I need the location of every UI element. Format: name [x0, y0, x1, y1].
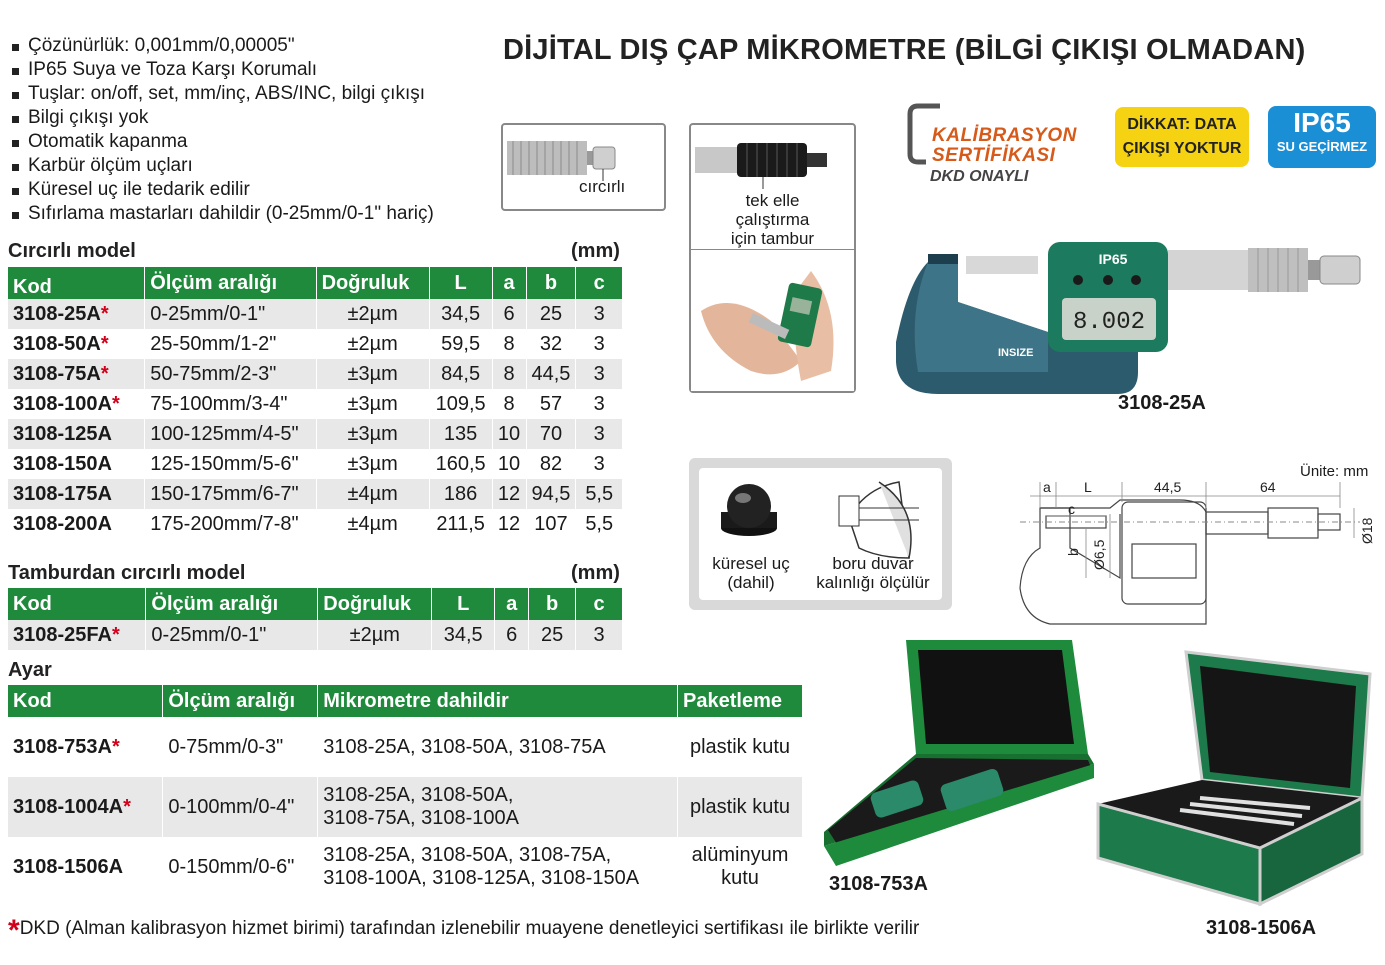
- col-header: b: [526, 267, 576, 299]
- accuracy-cell: ±2µm: [316, 329, 429, 359]
- c-cell: 3: [576, 299, 623, 329]
- table-row: [8, 777, 803, 837]
- code-cell: 3108-50A*: [8, 329, 145, 359]
- calibration-subtitle: DKD ONAYLI: [930, 168, 1029, 185]
- table1-title: Cırcırlı model: [8, 240, 136, 262]
- code-cell: 3108-100A*: [8, 389, 145, 419]
- col-header: Kod: [8, 267, 145, 299]
- col-header: c: [576, 588, 623, 620]
- accuracy-cell: ±2µm: [316, 299, 429, 329]
- table-row: [8, 359, 623, 389]
- packaging-cell: plastik kutu: [678, 717, 803, 777]
- range-cell: 175-200mm/7-8": [145, 509, 316, 539]
- table-row: [8, 329, 623, 359]
- c-cell: 5,5: [576, 479, 623, 509]
- feature-item: Tuşlar: on/off, set, mm/inç, ABS/INC, bilgi çıkışı: [10, 82, 500, 106]
- l-cell: 186: [429, 479, 492, 509]
- a-cell: 8: [492, 359, 526, 389]
- dim-a-label: a: [1043, 479, 1051, 495]
- col-header: b: [529, 588, 576, 620]
- range-cell: 0-100mm/0-4": [163, 777, 318, 837]
- packaging-cell: alüminyum kutu: [678, 837, 803, 897]
- a-cell: 6: [495, 620, 529, 650]
- col-header: Kod: [8, 588, 146, 620]
- no-data-output-badge: DİKKAT: DATA ÇIKIŞI YOKTUR: [1115, 107, 1249, 167]
- footnote-text: DKD (Alman kalibrasyon hizmet birimi) tarafından izlenebilir muayene denetleyici sertifikası ile birlikte verilir: [19, 918, 920, 939]
- range-cell: 0-25mm/0-1": [146, 620, 318, 650]
- b-cell: 70: [526, 419, 576, 449]
- micrometer-ip-label: IP65: [1098, 251, 1128, 267]
- table2-title: Tamburdan cırcırlı model: [8, 562, 246, 584]
- set-table: [8, 685, 803, 897]
- a-cell: 12: [492, 509, 526, 539]
- ratchet-model-table: [8, 267, 623, 539]
- table-row: [8, 299, 623, 329]
- ratchet-icon: [503, 125, 664, 209]
- b-cell: 94,5: [526, 479, 576, 509]
- accuracy-cell: ±2µm: [318, 620, 432, 650]
- table-row: [8, 449, 623, 479]
- l-cell: 109,5: [429, 389, 492, 419]
- range-cell: 25-50mm/1-2": [145, 329, 316, 359]
- accuracy-cell: ±4µm: [316, 479, 429, 509]
- lcd-reading: 8.002: [1072, 309, 1146, 336]
- code-cell: 3108-175A: [8, 479, 145, 509]
- b-cell: 57: [526, 389, 576, 419]
- dim-c-label: c: [1068, 501, 1075, 517]
- table-row: [8, 389, 623, 419]
- calibration-title: KALİBRASYON SERTİFİKASI: [932, 125, 1077, 166]
- accuracy-cell: ±3µm: [316, 359, 429, 389]
- set2-code: 3108-1506A: [1206, 917, 1317, 939]
- dim-d6-5-label: Ø6,5: [1091, 539, 1107, 570]
- ip65-badge: IP65 SU GEÇİRMEZ: [1268, 106, 1376, 168]
- accuracy-cell: ±4µm: [316, 509, 429, 539]
- thimble-ratchet-table: [8, 588, 623, 650]
- b-cell: 32: [526, 329, 576, 359]
- table3-title: Ayar: [8, 659, 52, 681]
- b-cell: 107: [526, 509, 576, 539]
- c-cell: 3: [576, 449, 623, 479]
- ball-tip-caption: küresel uç (dahil): [712, 554, 790, 592]
- b-cell: 25: [526, 299, 576, 329]
- table-row: [8, 837, 803, 897]
- feature-list: [10, 34, 500, 226]
- col-header: Ölçüm aralığı: [145, 267, 316, 299]
- range-cell: 125-150mm/5-6": [145, 449, 316, 479]
- col-header: Doğruluk: [318, 588, 432, 620]
- main-product-code: 3108-25A: [1118, 392, 1206, 414]
- c-cell: 3: [576, 419, 623, 449]
- code-cell: 3108-25A*: [8, 299, 145, 329]
- dim-b-label: b: [1065, 548, 1081, 556]
- unit-label: Ünite: mm: [1300, 463, 1369, 480]
- a-cell: 10: [492, 419, 526, 449]
- code-cell: 3108-1506A: [8, 837, 163, 897]
- l-cell: 34,5: [432, 620, 495, 650]
- c-cell: 3: [576, 389, 623, 419]
- l-cell: 84,5: [429, 359, 492, 389]
- c-cell: 5,5: [576, 509, 623, 539]
- feature-item: IP65 Suya ve Toza Karşı Korumalı: [10, 58, 500, 82]
- footnote: [8, 908, 920, 947]
- code-cell: 3108-150A: [8, 449, 145, 479]
- thimble-operation-image: [689, 123, 856, 393]
- a-cell: 8: [492, 389, 526, 419]
- set1-code: 3108-753A: [829, 873, 928, 895]
- col-header: c: [576, 267, 623, 299]
- micrometer-product-photo: [888, 232, 1378, 402]
- table-row: [8, 509, 623, 539]
- dim-64-label: 64: [1260, 479, 1276, 495]
- ratchet-caption: cırcırlı: [579, 177, 626, 196]
- accuracy-cell: ±3µm: [316, 419, 429, 449]
- a-cell: 12: [492, 479, 526, 509]
- b-cell: 82: [526, 449, 576, 479]
- pipe-wall-caption: boru duvar kalınlığı ölçülür: [816, 554, 930, 592]
- dim-l-label: L: [1084, 479, 1092, 495]
- thimble-caption: tek elle çalıştırma için tambur: [730, 191, 815, 248]
- includes-cell: 3108-25A, 3108-50A, 3108-75A: [318, 717, 678, 777]
- c-cell: 3: [576, 329, 623, 359]
- table-header-row: [8, 685, 803, 717]
- table-header-row: [8, 588, 623, 620]
- range-cell: 0-150mm/0-6": [163, 837, 318, 897]
- col-header: L: [429, 267, 492, 299]
- range-cell: 150-175mm/6-7": [145, 479, 316, 509]
- feature-item: Sıfırlama mastarları dahildir (0-25mm/0-1" hariç): [10, 202, 500, 226]
- table-header-row: [8, 267, 623, 299]
- code-cell: 3108-1004A*: [8, 777, 163, 837]
- range-cell: 50-75mm/2-3": [145, 359, 316, 389]
- hand-photo: [691, 251, 854, 391]
- feature-item: Küresel uç ile tedarik edilir: [10, 178, 500, 202]
- l-cell: 59,5: [429, 329, 492, 359]
- col-header: Ölçüm aralığı: [146, 588, 318, 620]
- ratchet-detail-image: [501, 123, 666, 211]
- col-header: L: [432, 588, 495, 620]
- dim-44-5-label: 44,5: [1154, 479, 1182, 495]
- col-header: a: [492, 267, 526, 299]
- range-cell: 100-125mm/4-5": [145, 419, 316, 449]
- b-cell: 25: [529, 620, 576, 650]
- range-cell: 0-75mm/0-3": [163, 717, 318, 777]
- a-cell: 10: [492, 449, 526, 479]
- accuracy-cell: ±3µm: [316, 389, 429, 419]
- feature-item: Çözünürlük: 0,001mm/0,00005": [10, 34, 500, 58]
- c-cell: 3: [576, 620, 623, 650]
- includes-cell: 3108-25A, 3108-50A, 3108-75A, 3108-100A: [318, 777, 678, 837]
- feature-item: Bilgi çıkışı yok: [10, 106, 500, 130]
- range-cell: 75-100mm/3-4": [145, 389, 316, 419]
- code-cell: 3108-75A*: [8, 359, 145, 389]
- a-cell: 8: [492, 329, 526, 359]
- col-header: Mikrometre dahildir: [318, 685, 678, 717]
- calibration-certificate-badge: [906, 102, 1096, 188]
- feature-item: Karbür ölçüm uçları: [10, 154, 500, 178]
- dim-d18-label: Ø18: [1359, 517, 1375, 544]
- table-row: [8, 479, 623, 509]
- col-header: Ölçüm aralığı: [163, 685, 318, 717]
- page-title: DİJİTAL DIŞ ÇAP MİKROMETRE (BİLGİ ÇIKIŞI OLMADAN): [503, 34, 1306, 66]
- aluminium-case-photo: [1090, 648, 1380, 910]
- plastic-case-photo: [822, 636, 1098, 872]
- range-cell: 0-25mm/0-1": [145, 299, 316, 329]
- feature-item: Otomatik kapanma: [10, 130, 500, 154]
- col-header: Kod: [8, 685, 163, 717]
- packaging-cell: plastik kutu: [678, 777, 803, 837]
- includes-cell: 3108-25A, 3108-50A, 3108-75A, 3108-100A, 3108-125A, 3108-150A: [318, 837, 678, 897]
- code-cell: 3108-200A: [8, 509, 145, 539]
- table1-unit: (mm): [571, 240, 620, 262]
- c-cell: 3: [576, 359, 623, 389]
- l-cell: 34,5: [429, 299, 492, 329]
- col-header: a: [495, 588, 529, 620]
- l-cell: 160,5: [429, 449, 492, 479]
- a-cell: 6: [492, 299, 526, 329]
- l-cell: 135: [429, 419, 492, 449]
- code-cell: 3108-753A*: [8, 717, 163, 777]
- table-row: [8, 419, 623, 449]
- technical-drawing: [1010, 478, 1380, 630]
- l-cell: 211,5: [429, 509, 492, 539]
- footnote-star: *: [8, 914, 20, 947]
- col-header: Paketleme: [678, 685, 803, 717]
- accuracy-cell: ±3µm: [316, 449, 429, 479]
- brand-logo: INSIZE: [998, 347, 1034, 359]
- table2-unit: (mm): [571, 562, 620, 584]
- accessory-panel: [689, 458, 952, 610]
- code-cell: 3108-125A: [8, 419, 145, 449]
- col-header: Doğruluk: [316, 267, 429, 299]
- b-cell: 44,5: [526, 359, 576, 389]
- table-row: [8, 717, 803, 777]
- table-row: [8, 620, 623, 650]
- code-cell: 3108-25FA*: [8, 620, 146, 650]
